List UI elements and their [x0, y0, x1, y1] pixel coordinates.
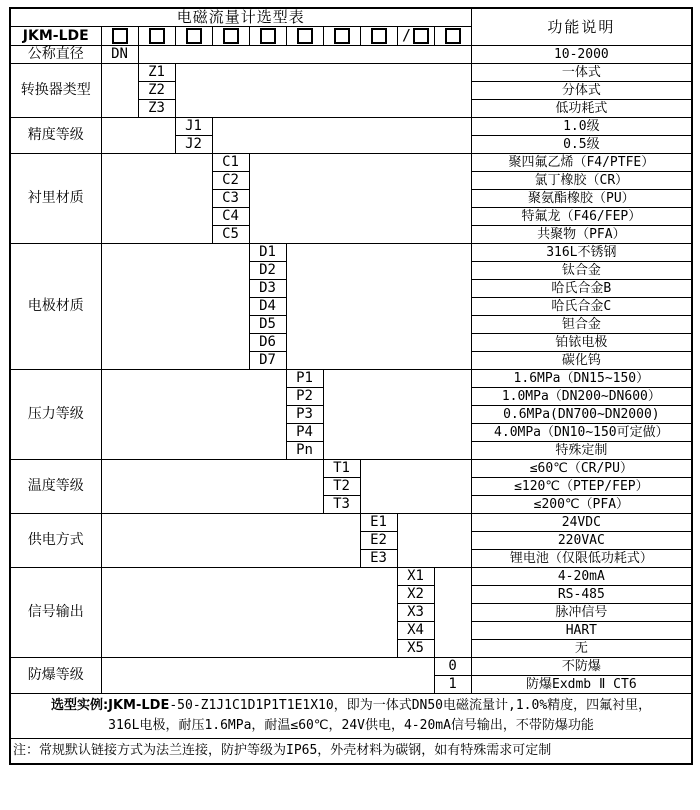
- spacer-cell: [101, 658, 434, 694]
- spacer-cell: [101, 460, 323, 514]
- model-slot-5[interactable]: [249, 27, 286, 46]
- code-cell: D2: [249, 262, 286, 280]
- code-cell: C2: [212, 172, 249, 190]
- desc-cell: 0.5级: [471, 136, 692, 154]
- spacer-cell: [101, 118, 175, 154]
- desc-cell: 聚四氟乙烯（F4/PTFE）: [471, 154, 692, 172]
- code-cell: D6: [249, 334, 286, 352]
- desc-cell: 聚氨酯橡胶（PU）: [471, 190, 692, 208]
- code-cell: P4: [286, 424, 323, 442]
- section-label-explosion-proof-rating: 防爆等级: [10, 658, 101, 694]
- section-label-signal-output: 信号输出: [10, 568, 101, 658]
- code-cell: J2: [175, 136, 212, 154]
- slash-separator: /: [401, 26, 412, 44]
- spacer-cell: [101, 154, 212, 244]
- desc-cell: 1.0MPa（DN200~DN600）: [471, 388, 692, 406]
- example-text-line2: 316L电极，耐压1.6MPa，耐温≤60℃，24V供电，4-20mA信号输出，不带防爆功能: [108, 718, 594, 733]
- code-cell: T3: [323, 496, 360, 514]
- selection-example: [10, 694, 692, 739]
- code-cell: X2: [397, 586, 434, 604]
- code-cell: DN: [101, 46, 138, 64]
- desc-cell: 1.6MPa（DN15~150）: [471, 370, 692, 388]
- desc-cell: 一体式: [471, 64, 692, 82]
- code-cell: 0: [434, 658, 471, 676]
- spacer-cell: [101, 370, 286, 460]
- model-slot-8[interactable]: [360, 27, 397, 46]
- example-label-text: 选型实例:: [50, 698, 109, 713]
- code-cell: D7: [249, 352, 286, 370]
- checkbox-icon: [334, 28, 350, 44]
- desc-cell: 分体式: [471, 82, 692, 100]
- code-cell: P2: [286, 388, 323, 406]
- code-cell: X4: [397, 622, 434, 640]
- checkbox-icon: [445, 28, 461, 44]
- code-cell: C3: [212, 190, 249, 208]
- code-cell: Z3: [138, 100, 175, 118]
- desc-cell: 脉冲信号: [471, 604, 692, 622]
- desc-cell: 220VAC: [471, 532, 692, 550]
- desc-cell: 锂电池（仅限低功耗式）: [471, 550, 692, 568]
- example-label: [51, 698, 651, 713]
- model-slot-1[interactable]: [101, 27, 138, 46]
- desc-cell: 1.0级: [471, 118, 692, 136]
- spacer-cell: [138, 46, 471, 64]
- function-description-header: 功能说明: [471, 8, 692, 46]
- example-text-line1: -50-Z1J1C1D1P1T1E1X10，即为一体式DN50电磁流量计,1.0%精度，四氟衬里，: [169, 698, 652, 713]
- desc-cell: 24VDC: [471, 514, 692, 532]
- code-cell: E1: [360, 514, 397, 532]
- desc-cell: 316L不锈钢: [471, 244, 692, 262]
- desc-cell: 铂铱电极: [471, 334, 692, 352]
- spacer-cell: [175, 64, 471, 118]
- desc-cell: 特氟龙（F46/FEP）: [471, 208, 692, 226]
- checkbox-icon: [186, 28, 202, 44]
- code-cell: Z2: [138, 82, 175, 100]
- note-text: 注：常规默认链接方式为法兰连接，防护等级为IP65，外壳材料为碳钢，如有特殊需求可定制: [10, 739, 692, 765]
- checkbox-icon: [413, 28, 429, 44]
- code-cell: E2: [360, 532, 397, 550]
- spacer-cell: [434, 568, 471, 658]
- model-slot-7[interactable]: [323, 27, 360, 46]
- spacer-cell: [360, 460, 471, 514]
- desc-cell: ≤60℃（CR/PU）: [471, 460, 692, 478]
- model-slot-10[interactable]: [434, 27, 471, 46]
- code-cell: X5: [397, 640, 434, 658]
- section-label-pressure-rating: 压力等级: [10, 370, 101, 460]
- spacer-cell: [323, 370, 471, 460]
- desc-cell: 共聚物（PFA）: [471, 226, 692, 244]
- section-label-temperature-rating: 温度等级: [10, 460, 101, 514]
- desc-cell: 不防爆: [471, 658, 692, 676]
- model-slot-3[interactable]: [175, 27, 212, 46]
- code-cell: C5: [212, 226, 249, 244]
- section-label-converter-type: 转换器类型: [10, 64, 101, 118]
- desc-cell: 低功耗式: [471, 100, 692, 118]
- desc-cell: RS-485: [471, 586, 692, 604]
- checkbox-icon: [297, 28, 313, 44]
- desc-cell: 哈氏合金B: [471, 280, 692, 298]
- spacer-cell: [249, 154, 471, 244]
- checkbox-icon: [223, 28, 239, 44]
- code-cell: T2: [323, 478, 360, 496]
- code-cell: D5: [249, 316, 286, 334]
- spacer-cell: [101, 64, 138, 118]
- model-prefix: JKM-LDE: [10, 27, 101, 46]
- checkbox-icon: [371, 28, 387, 44]
- desc-cell: ≤200℃（PFA）: [471, 496, 692, 514]
- desc-cell: 防爆Exdmb Ⅱ CT6: [471, 676, 692, 694]
- spacer-cell: [286, 244, 471, 370]
- code-cell: X1: [397, 568, 434, 586]
- code-cell: C1: [212, 154, 249, 172]
- code-cell: P1: [286, 370, 323, 388]
- model-slot-4[interactable]: [212, 27, 249, 46]
- section-label-nominal-diameter: 公称直径: [10, 46, 101, 64]
- code-cell: 1: [434, 676, 471, 694]
- code-cell: P3: [286, 406, 323, 424]
- desc-cell: 碳化钨: [471, 352, 692, 370]
- code-cell: D4: [249, 298, 286, 316]
- section-label-accuracy-class: 精度等级: [10, 118, 101, 154]
- example-model-code: JKM-LDE: [108, 698, 170, 713]
- section-label-electrode-material: 电极材质: [10, 244, 101, 370]
- desc-cell: 4.0MPa（DN10~150可定做）: [471, 424, 692, 442]
- desc-cell: 无: [471, 640, 692, 658]
- desc-cell: ≤120℃（PTEP/FEP）: [471, 478, 692, 496]
- spacer-cell: [397, 514, 471, 568]
- model-slot-9[interactable]: [397, 27, 434, 46]
- spacer-cell: [101, 514, 360, 568]
- code-cell: Z1: [138, 64, 175, 82]
- section-label-liner-material: 衬里材质: [10, 154, 101, 244]
- table-title: 电磁流量计选型表: [10, 8, 471, 27]
- desc-cell: 钽合金: [471, 316, 692, 334]
- code-cell: E3: [360, 550, 397, 568]
- spacer-cell: [101, 568, 397, 658]
- desc-cell: 氯丁橡胶（CR）: [471, 172, 692, 190]
- desc-cell: 4-20mA: [471, 568, 692, 586]
- checkbox-icon: [260, 28, 276, 44]
- desc-cell: 特殊定制: [471, 442, 692, 460]
- desc-cell: 0.6MPa(DN700~DN2000): [471, 406, 692, 424]
- code-cell: J1: [175, 118, 212, 136]
- desc-cell: 10-2000: [471, 46, 692, 64]
- desc-cell: 哈氏合金C: [471, 298, 692, 316]
- selection-table: [9, 7, 693, 765]
- code-cell: D3: [249, 280, 286, 298]
- checkbox-icon: [112, 28, 128, 44]
- code-cell: Pn: [286, 442, 323, 460]
- desc-cell: HART: [471, 622, 692, 640]
- code-cell: C4: [212, 208, 249, 226]
- checkbox-icon: [149, 28, 165, 44]
- spacer-cell: [101, 244, 249, 370]
- section-label-power-supply: 供电方式: [10, 514, 101, 568]
- code-cell: T1: [323, 460, 360, 478]
- code-cell: D1: [249, 244, 286, 262]
- code-cell: X3: [397, 604, 434, 622]
- spacer-cell: [212, 118, 471, 154]
- model-slot-6[interactable]: [286, 27, 323, 46]
- desc-cell: 钛合金: [471, 262, 692, 280]
- model-slot-2[interactable]: [138, 27, 175, 46]
